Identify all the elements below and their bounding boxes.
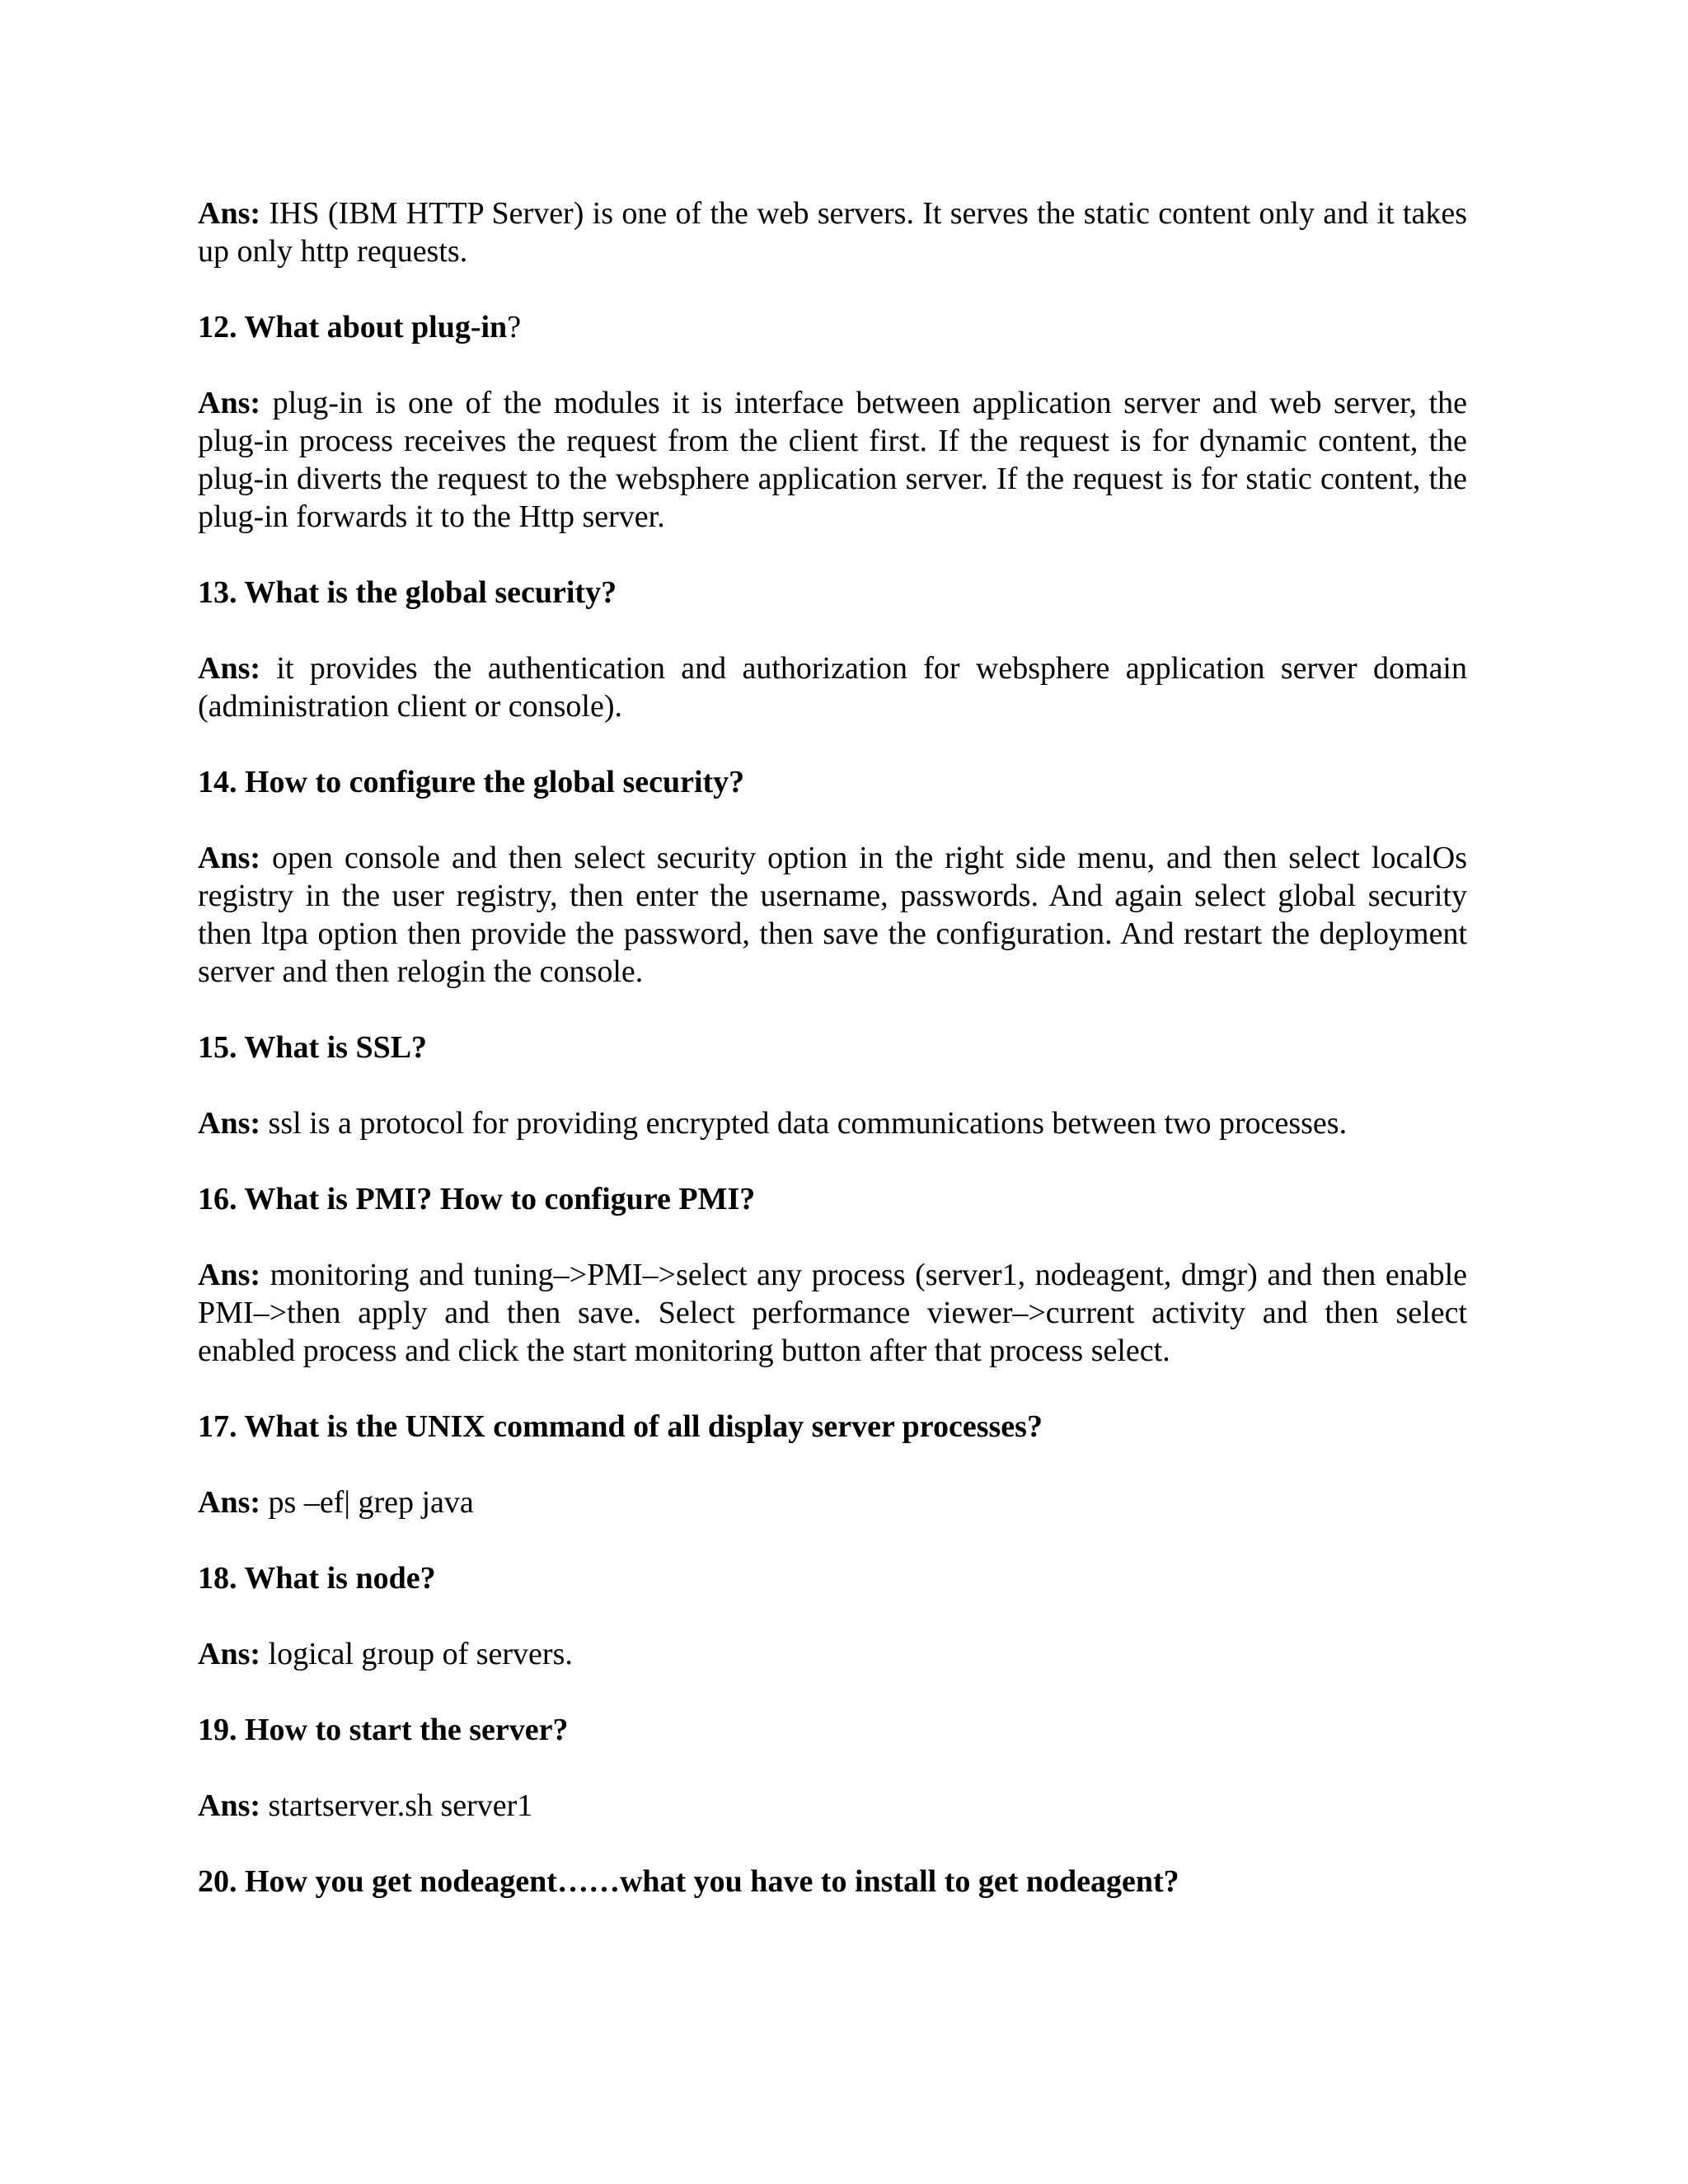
question-heading: 13. What is the global security? [198,575,617,610]
question-text: 12. What about plug-in [198,310,508,344]
document-page [198,194,1467,1938]
answer-label: Ans: [198,1258,261,1292]
answer-text: it provides the authentication and authorization for websphere application server domain (administration client or console). [198,651,1467,724]
answer-label: Ans: [198,651,261,686]
question-heading: 18. What is node? [198,1561,436,1596]
answer-label: Ans: [198,1788,261,1823]
answer-text: IHS (IBM HTTP Server) is one of the web servers. It serves the static content only and it takes up only http requests. [198,196,1467,269]
answer-paragraph [198,1483,1467,1521]
answer-paragraph [198,1256,1467,1370]
answer-paragraph [198,194,1467,270]
answer-label: Ans: [198,386,261,420]
question-heading: 20. How you get nodeagent……what you have to install to get nodeagent? [198,1864,1179,1899]
question-heading [198,308,1467,346]
answer-label: Ans: [198,1485,261,1520]
answer-text: plug-in is one of the modules it is interface between application server and web server, the plug-in process receives the request from the client first. If the request is for dynamic content, the plug-in diverts the request to the websphere application server. If the request is for static content, the plug-in forwards it to the Http server. [198,386,1467,534]
answer-paragraph [198,839,1467,991]
answer-text: startserver.sh server1 [260,1788,533,1823]
answer-paragraph [198,1635,1467,1673]
answer-label: Ans: [198,841,261,875]
answer-paragraph [198,1787,1467,1825]
question-heading: 14. How to configure the global security? [198,765,745,799]
answer-label: Ans: [198,196,261,231]
answer-text: ps –ef| grep java [260,1485,474,1520]
question-mark: ? [507,310,522,344]
answer-text: monitoring and tuning–>PMI–>select any process (server1, nodeagent, dmgr) and then enable PMI–>then apply and then save. Select performance viewer–>current activity and then select enabled process and click the start monitoring button after that process select. [198,1258,1467,1368]
answer-paragraph [198,384,1467,536]
answer-paragraph [198,649,1467,725]
answer-text: logical group of servers. [260,1637,573,1671]
question-heading: 16. What is PMI? How to configure PMI? [198,1182,756,1216]
answer-text: open console and then select security option in the right side menu, and then select localOs registry in the user registry, then enter the username, passwords. And again select global security then ltpa option then provide the password, then save the configuration. And restart the deployment server and then relogin the console. [198,841,1467,989]
answer-label: Ans: [198,1106,261,1141]
question-heading: 15. What is SSL? [198,1030,428,1065]
question-heading: 17. What is the UNIX command of all display server processes? [198,1409,1043,1444]
question-heading: 19. How to start the server? [198,1713,569,1747]
answer-label: Ans: [198,1637,261,1671]
answer-paragraph [198,1104,1467,1142]
answer-text: ssl is a protocol for providing encrypted data communications between two processes. [260,1106,1348,1141]
